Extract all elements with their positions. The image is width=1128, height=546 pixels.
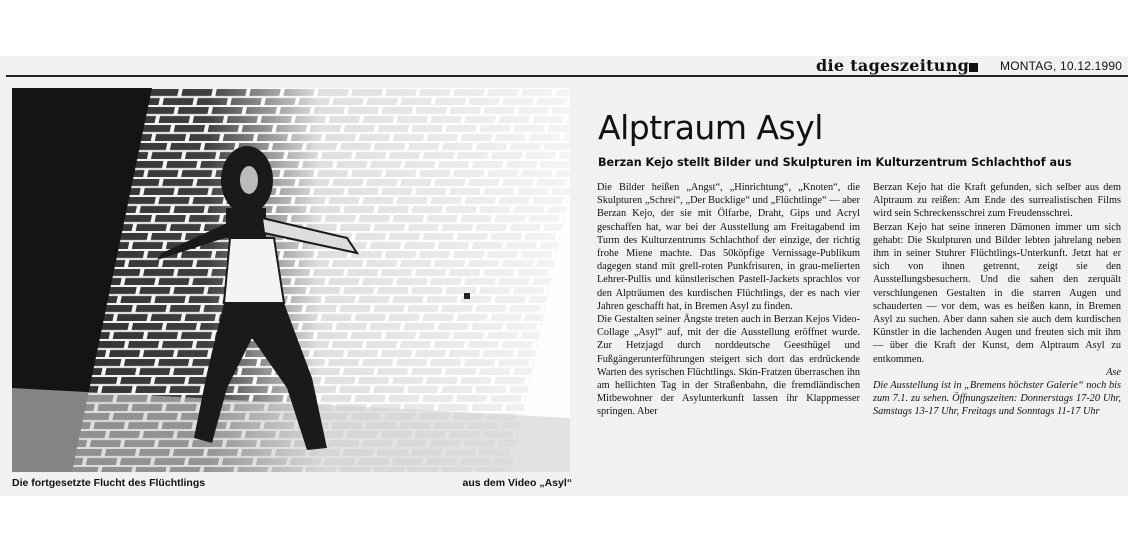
masthead-rule [6,75,1128,77]
photo-caption [12,476,572,492]
paragraph: Die Gestalten seiner Ängste treten auch in Berzan Kejos Video-Collage „Asyl“ auf, mit der die Ausstellung eröffnet wurde. Zur Hetzjagd durch norddeutsche Geesthügel und Fußgängerunterführungen steigert sich dort das erdrückende Warten des syrischen Flüchtlings. Skin-Fratzen überraschen ihn am hellichten Tag in der Straßenbahn, die fremdländischen Mitbewohner der Asylunterkunft lassen ihr Klappmesser springen. Aber [597,314,860,418]
paragraph: Berzan Kejo hat die Kraft gefunden, sich selber aus dem Alptraum zu reißen: Am Ende des surrealistischen Films wird sein Schreckensschrei zum Freudensschrei. [873,182,1121,220]
article-subhead: Berzan Kejo stellt Bilder und Skulpturen im Kulturzentrum Schlachthof aus [598,156,1072,169]
article-column-2 [873,181,1121,419]
article-photo [12,88,570,472]
author-signature: Ase [1106,366,1121,378]
exhibition-info: Die Ausstellung ist in „Bremens höchster Galerie“ noch bis zum 7.1. zu sehen. Öffnungszeiten: Donnerstags 17-20 Uhr, Samstags 13-17 Uhr, Freitags und Sonntags 11-17 Uhr [873,380,1121,418]
article-headline: Alptraum Asyl [598,108,823,147]
paragraph: Die Bilder heißen „Angst“, „Hinrichtung“, „Knoten“, die Skulpturen „Schrei“, „Der Bucklige“ und „Flüchtlinge“ — aber Berzan Kejo, der sie mit Ölfarbe, Draht, Gips und Acryl geschaffen hat, war bei der Ausstellung am Freitagabend im Turm des Kulturzentrums Schlachthof der einzige, der richtig frohe Miene machte. Das 50köpfige Vernissage-Publikum dagegen stand mit grell-roten Punkfrisuren, in grau-melierten Lehrer-Pullis und künstlerischen Pastell-Jackets sprachlos vor den Alpträumen des kurdischen Flüchtlings, der es nach vier Jahren geschafft hat, in Bremen Asyl zu finden. [597,182,860,312]
caption-credit: aus dem Video „Asyl“ [462,477,572,489]
issue-date: MONTAG, 10.12.1990 [1000,59,1123,73]
square-bullet-icon [969,63,978,72]
masthead [0,56,1128,76]
photo-brick-wall-figure [12,88,570,472]
paragraph: Berzan Kejo hat seine inneren Dämonen immer um sich gehabt: Die Skulpturen und Bilder lebten jahrelang neben ihm in seiner Stuhrer Flüchtlings-Unterkunft. Jetzt hat er sich von ihnen getrennt, zeigt sie den Ausstellungsbesuchern. Und die sahen den zerquält verschlungenen Gestalten in die starren Augen und schauderten — vor dem, was es heißen kann, in Bremen Asyl zu suchen. Aber dann sahen sie auch dem kurdischen Künstler in die lachenden Augen und freuten sich mit ihm — über die Kraft der Kunst, dem Alptraum Asyl zu entkommen. [873,221,1121,365]
article-column-1 [597,181,860,419]
newspaper-name: die tageszeitung [816,56,970,75]
newspaper-clipping [0,56,1128,496]
caption-left: Die fortgesetzte Flucht des Flüchtlings [12,477,206,489]
